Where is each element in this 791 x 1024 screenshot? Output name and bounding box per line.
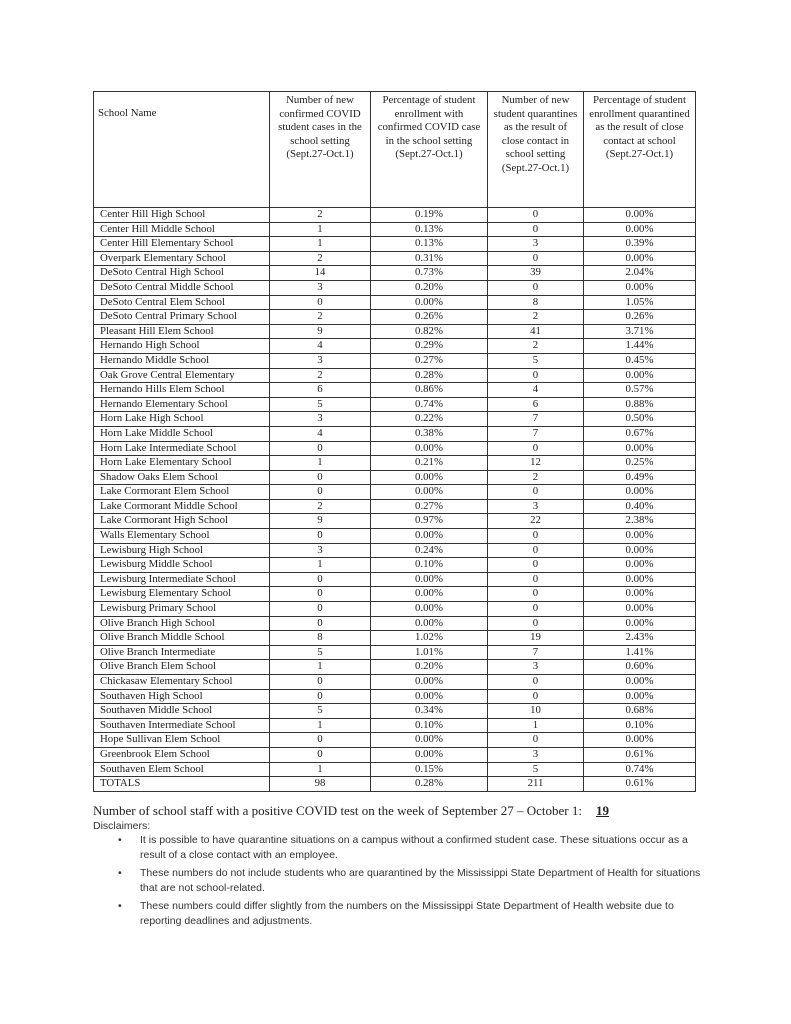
table-row (94, 747, 696, 762)
cell-school-name: Olive Branch Intermediate (94, 645, 270, 660)
cell-case-percentage: 0.15% (371, 762, 488, 777)
cell-new-quarantines: 0 (488, 558, 584, 573)
cell-school-name: Shadow Oaks Elem School (94, 470, 270, 485)
cell-new-quarantines: 8 (488, 295, 584, 310)
cell-quarantine-percentage: 1.44% (584, 339, 696, 354)
cell-new-quarantines: 39 (488, 266, 584, 281)
cell-quarantine-percentage: 0.68% (584, 704, 696, 719)
cell-quarantine-percentage: 0.10% (584, 718, 696, 733)
table-row (94, 280, 696, 295)
cell-quarantine-percentage: 0.61% (584, 777, 696, 792)
covid-cases-table (93, 91, 696, 792)
cell-case-percentage: 0.27% (371, 353, 488, 368)
cell-quarantine-percentage: 0.39% (584, 237, 696, 252)
cell-quarantine-percentage: 0.00% (584, 222, 696, 237)
cell-new-quarantines: 7 (488, 426, 584, 441)
cell-new-quarantines: 19 (488, 631, 584, 646)
cell-new-quarantines: 0 (488, 543, 584, 558)
disclaimer-item (118, 899, 708, 929)
cell-school-name: Lewisburg Intermediate School (94, 572, 270, 587)
cell-new-quarantines: 0 (488, 441, 584, 456)
cell-new-quarantines: 0 (488, 485, 584, 500)
cell-school-name: Chickasaw Elementary School (94, 675, 270, 690)
cell-case-percentage: 0.31% (371, 251, 488, 266)
table-row (94, 295, 696, 310)
cell-case-percentage: 0.20% (371, 660, 488, 675)
cell-case-percentage: 0.13% (371, 222, 488, 237)
cell-school-name: DeSoto Central Primary School (94, 310, 270, 325)
cell-new-quarantines: 1 (488, 718, 584, 733)
cell-case-percentage: 0.38% (371, 426, 488, 441)
cell-new-quarantines: 0 (488, 689, 584, 704)
disclaimers-list (118, 833, 708, 932)
cell-school-name: Hernando Hills Elem School (94, 383, 270, 398)
cell-school-name: Lake Cormorant High School (94, 514, 270, 529)
cell-new-quarantines: 7 (488, 645, 584, 660)
table-row (94, 733, 696, 748)
disclaimer-item (118, 866, 708, 896)
bullet-icon: • (118, 867, 122, 879)
cell-new-quarantines: 0 (488, 368, 584, 383)
disclaimer-item (118, 833, 708, 863)
cell-case-percentage: 0.27% (371, 499, 488, 514)
cell-quarantine-percentage: 2.43% (584, 631, 696, 646)
table-row (94, 339, 696, 354)
table-row (94, 485, 696, 500)
disclaimer-text: It is possible to have quarantine situations on a campus without a confirmed student case. These situations occur as a result of a close contact with an employee. (140, 834, 688, 861)
cell-case-percentage: 0.00% (371, 747, 488, 762)
cell-new-quarantines: 2 (488, 310, 584, 325)
cell-school-name: Southaven Intermediate School (94, 718, 270, 733)
staff-positive-count: 19 (595, 803, 609, 818)
cell-new-cases: 0 (270, 485, 371, 500)
staff-positive-label: Number of school staff with a positive COVID test on the week of September 27 – October 1: (93, 803, 582, 818)
cell-new-cases: 0 (270, 572, 371, 587)
cell-quarantine-percentage: 0.00% (584, 733, 696, 748)
cell-case-percentage: 0.24% (371, 543, 488, 558)
cell-case-percentage: 0.34% (371, 704, 488, 719)
cell-new-cases: 1 (270, 660, 371, 675)
cell-new-cases: 0 (270, 675, 371, 690)
cell-school-name: DeSoto Central Middle School (94, 280, 270, 295)
disclaimer-text: These numbers could differ slightly from the numbers on the Mississippi State Department of Health website due to reporting deadlines and adjustments. (140, 900, 674, 927)
cell-case-percentage: 1.02% (371, 631, 488, 646)
cell-new-cases: 2 (270, 310, 371, 325)
cell-case-percentage: 0.00% (371, 733, 488, 748)
cell-new-cases: 98 (270, 777, 371, 792)
table-row (94, 470, 696, 485)
table-row (94, 237, 696, 252)
cell-quarantine-percentage: 0.25% (584, 456, 696, 471)
cell-case-percentage: 0.00% (371, 587, 488, 602)
cell-school-name: Horn Lake Elementary School (94, 456, 270, 471)
cell-new-cases: 2 (270, 499, 371, 514)
cell-new-quarantines: 7 (488, 412, 584, 427)
cell-case-percentage: 0.10% (371, 558, 488, 573)
cell-case-percentage: 0.74% (371, 397, 488, 412)
cell-new-quarantines: 0 (488, 616, 584, 631)
cell-case-percentage: 0.86% (371, 383, 488, 398)
totals-row (94, 777, 696, 792)
cell-new-cases: 5 (270, 645, 371, 660)
cell-school-name: Olive Branch Middle School (94, 631, 270, 646)
cell-case-percentage: 0.73% (371, 266, 488, 281)
cell-quarantine-percentage: 0.00% (584, 368, 696, 383)
cell-new-quarantines: 12 (488, 456, 584, 471)
cell-quarantine-percentage: 0.00% (584, 529, 696, 544)
cell-new-cases: 1 (270, 762, 371, 777)
cell-new-quarantines: 3 (488, 499, 584, 514)
cell-new-quarantines: 3 (488, 237, 584, 252)
cell-school-name: DeSoto Central High School (94, 266, 270, 281)
cell-school-name: Lewisburg High School (94, 543, 270, 558)
table-row (94, 368, 696, 383)
table-row (94, 602, 696, 617)
cell-quarantine-percentage: 1.41% (584, 645, 696, 660)
cell-quarantine-percentage: 0.88% (584, 397, 696, 412)
cell-quarantine-percentage: 0.00% (584, 587, 696, 602)
cell-case-percentage: 0.00% (371, 675, 488, 690)
cell-case-percentage: 0.19% (371, 208, 488, 223)
cell-quarantine-percentage: 0.00% (584, 208, 696, 223)
cell-case-percentage: 0.29% (371, 339, 488, 354)
cell-quarantine-percentage: 0.00% (584, 441, 696, 456)
cell-new-cases: 5 (270, 397, 371, 412)
cell-case-percentage: 0.22% (371, 412, 488, 427)
table-row (94, 310, 696, 325)
cell-school-name: Olive Branch High School (94, 616, 270, 631)
cell-quarantine-percentage: 0.61% (584, 747, 696, 762)
cell-case-percentage: 0.20% (371, 280, 488, 295)
table-row (94, 529, 696, 544)
cell-new-cases: 0 (270, 529, 371, 544)
cell-school-name: Center Hill Middle School (94, 222, 270, 237)
cell-new-cases: 0 (270, 616, 371, 631)
cell-case-percentage: 0.00% (371, 616, 488, 631)
cell-school-name: Hope Sullivan Elem School (94, 733, 270, 748)
cell-quarantine-percentage: 0.00% (584, 280, 696, 295)
cell-quarantine-percentage: 2.04% (584, 266, 696, 281)
table-row (94, 645, 696, 660)
cell-school-name: Horn Lake Middle School (94, 426, 270, 441)
cell-new-cases: 2 (270, 368, 371, 383)
cell-new-cases: 5 (270, 704, 371, 719)
cell-new-cases: 1 (270, 718, 371, 733)
cell-case-percentage: 0.10% (371, 718, 488, 733)
disclaimer-text: These numbers do not include students who are quarantined by the Mississippi State Department of Health for situations that are not school-related. (140, 867, 701, 894)
cell-case-percentage: 0.97% (371, 514, 488, 529)
cell-quarantine-percentage: 0.00% (584, 616, 696, 631)
table-row (94, 324, 696, 339)
cell-new-cases: 9 (270, 514, 371, 529)
cell-school-name: TOTALS (94, 777, 270, 792)
cell-new-quarantines: 211 (488, 777, 584, 792)
table-row (94, 266, 696, 281)
cell-new-cases: 0 (270, 587, 371, 602)
cell-quarantine-percentage: 0.67% (584, 426, 696, 441)
cell-quarantine-percentage: 0.00% (584, 572, 696, 587)
table-body (94, 208, 696, 792)
table-row (94, 251, 696, 266)
table-row (94, 514, 696, 529)
cell-new-quarantines: 10 (488, 704, 584, 719)
cell-quarantine-percentage: 0.00% (584, 689, 696, 704)
cell-new-cases: 14 (270, 266, 371, 281)
cell-new-cases: 0 (270, 733, 371, 748)
cell-quarantine-percentage: 0.26% (584, 310, 696, 325)
cell-quarantine-percentage: 0.00% (584, 543, 696, 558)
table-row (94, 572, 696, 587)
cell-school-name: Olive Branch Elem School (94, 660, 270, 675)
cell-new-quarantines: 5 (488, 353, 584, 368)
cell-new-cases: 9 (270, 324, 371, 339)
table-row (94, 222, 696, 237)
cell-quarantine-percentage: 0.00% (584, 602, 696, 617)
cell-school-name: Southaven High School (94, 689, 270, 704)
cell-case-percentage: 0.00% (371, 485, 488, 500)
cell-new-cases: 0 (270, 441, 371, 456)
cell-school-name: Hernando High School (94, 339, 270, 354)
cell-new-quarantines: 2 (488, 470, 584, 485)
table-row (94, 383, 696, 398)
cell-case-percentage: 0.00% (371, 295, 488, 310)
cell-case-percentage: 0.00% (371, 572, 488, 587)
table-row (94, 499, 696, 514)
cell-quarantine-percentage: 0.60% (584, 660, 696, 675)
cell-new-quarantines: 4 (488, 383, 584, 398)
cell-new-cases: 1 (270, 558, 371, 573)
cell-case-percentage: 0.13% (371, 237, 488, 252)
table-row (94, 558, 696, 573)
cell-case-percentage: 0.00% (371, 441, 488, 456)
cell-quarantine-percentage: 0.57% (584, 383, 696, 398)
cell-case-percentage: 0.00% (371, 529, 488, 544)
cell-new-quarantines: 0 (488, 529, 584, 544)
table-row (94, 456, 696, 471)
cell-new-quarantines: 5 (488, 762, 584, 777)
cell-school-name: Horn Lake High School (94, 412, 270, 427)
cell-quarantine-percentage: 3.71% (584, 324, 696, 339)
table-row (94, 762, 696, 777)
table-row (94, 412, 696, 427)
cell-school-name: Lewisburg Primary School (94, 602, 270, 617)
cell-new-cases: 1 (270, 237, 371, 252)
cell-school-name: Oak Grove Central Elementary (94, 368, 270, 383)
cell-school-name: Overpark Elementary School (94, 251, 270, 266)
cell-quarantine-percentage: 0.00% (584, 558, 696, 573)
table-row (94, 616, 696, 631)
cell-quarantine-percentage: 0.00% (584, 485, 696, 500)
cell-new-cases: 8 (270, 631, 371, 646)
cell-case-percentage: 1.01% (371, 645, 488, 660)
cell-school-name: Hernando Middle School (94, 353, 270, 368)
table-row (94, 543, 696, 558)
cell-new-cases: 0 (270, 295, 371, 310)
cell-school-name: Walls Elementary School (94, 529, 270, 544)
cell-new-quarantines: 0 (488, 251, 584, 266)
cell-new-quarantines: 0 (488, 733, 584, 748)
cell-new-quarantines: 41 (488, 324, 584, 339)
cell-quarantine-percentage: 0.00% (584, 251, 696, 266)
cell-school-name: Horn Lake Intermediate School (94, 441, 270, 456)
table-row (94, 660, 696, 675)
cell-school-name: Center Hill High School (94, 208, 270, 223)
cell-new-cases: 3 (270, 353, 371, 368)
cell-quarantine-percentage: 0.49% (584, 470, 696, 485)
cell-case-percentage: 0.21% (371, 456, 488, 471)
table-row (94, 426, 696, 441)
cell-new-cases: 0 (270, 602, 371, 617)
table-row (94, 718, 696, 733)
cell-new-cases: 1 (270, 222, 371, 237)
cell-new-cases: 6 (270, 383, 371, 398)
cell-quarantine-percentage: 0.00% (584, 675, 696, 690)
table-row (94, 397, 696, 412)
cell-new-cases: 2 (270, 208, 371, 223)
table-row (94, 441, 696, 456)
cell-school-name: Southaven Middle School (94, 704, 270, 719)
cell-quarantine-percentage: 0.40% (584, 499, 696, 514)
cell-case-percentage: 0.26% (371, 310, 488, 325)
cell-new-quarantines: 0 (488, 675, 584, 690)
cell-new-quarantines: 3 (488, 747, 584, 762)
cell-case-percentage: 0.28% (371, 777, 488, 792)
cell-new-quarantines: 6 (488, 397, 584, 412)
cell-new-quarantines: 0 (488, 587, 584, 602)
table-row (94, 689, 696, 704)
cell-school-name: Lake Cormorant Middle School (94, 499, 270, 514)
cell-quarantine-percentage: 0.74% (584, 762, 696, 777)
cell-quarantine-percentage: 0.45% (584, 353, 696, 368)
cell-new-cases: 2 (270, 251, 371, 266)
cell-new-cases: 4 (270, 426, 371, 441)
cell-case-percentage: 0.00% (371, 470, 488, 485)
cell-quarantine-percentage: 0.50% (584, 412, 696, 427)
cell-school-name: Lewisburg Elementary School (94, 587, 270, 602)
bullet-icon: • (118, 834, 122, 846)
cell-school-name: Lake Cormorant Elem School (94, 485, 270, 500)
header-case-percentage: Percentage of student enrollment with confirmed COVID case in the school setting (Sept.27-Oct.1) (371, 92, 488, 208)
disclaimers-title: Disclaimers: (93, 820, 151, 832)
cell-new-quarantines: 0 (488, 572, 584, 587)
cell-new-quarantines: 22 (488, 514, 584, 529)
header-quarantine-percentage: Percentage of student enrollment quarantined as the result of close contact at school (Sept.27-Oct.1) (584, 92, 696, 208)
cell-school-name: DeSoto Central Elem School (94, 295, 270, 310)
table-row (94, 353, 696, 368)
table-row (94, 704, 696, 719)
cell-new-cases: 0 (270, 747, 371, 762)
header-new-cases: Number of new confirmed COVID student cases in the school setting (Sept.27-Oct.1) (270, 92, 371, 208)
cell-new-quarantines: 0 (488, 280, 584, 295)
cell-case-percentage: 0.82% (371, 324, 488, 339)
table-row (94, 631, 696, 646)
cell-school-name: Center Hill Elementary School (94, 237, 270, 252)
cell-new-cases: 3 (270, 280, 371, 295)
cell-new-cases: 3 (270, 412, 371, 427)
cell-new-quarantines: 0 (488, 208, 584, 223)
staff-positive-line (93, 803, 609, 819)
cell-quarantine-percentage: 2.38% (584, 514, 696, 529)
cell-new-cases: 0 (270, 689, 371, 704)
cell-new-quarantines: 0 (488, 222, 584, 237)
bullet-icon: • (118, 900, 122, 912)
table-row (94, 675, 696, 690)
table-header-row (94, 92, 696, 208)
cell-school-name: Southaven Elem School (94, 762, 270, 777)
cell-school-name: Hernando Elementary School (94, 397, 270, 412)
cell-school-name: Greenbrook Elem School (94, 747, 270, 762)
cell-school-name: Pleasant Hill Elem School (94, 324, 270, 339)
header-school-name: School Name (94, 92, 270, 208)
cell-case-percentage: 0.00% (371, 689, 488, 704)
cell-new-cases: 1 (270, 456, 371, 471)
cell-new-quarantines: 3 (488, 660, 584, 675)
cell-new-quarantines: 0 (488, 602, 584, 617)
cell-new-cases: 0 (270, 470, 371, 485)
cell-new-cases: 3 (270, 543, 371, 558)
table-row (94, 208, 696, 223)
cell-case-percentage: 0.28% (371, 368, 488, 383)
header-new-quarantines: Number of new student quarantines as the result of close contact in school setting (Sept.27-Oct.1) (488, 92, 584, 208)
cell-quarantine-percentage: 1.05% (584, 295, 696, 310)
cell-school-name: Lewisburg Middle School (94, 558, 270, 573)
table-row (94, 587, 696, 602)
cell-new-cases: 4 (270, 339, 371, 354)
cell-new-quarantines: 2 (488, 339, 584, 354)
cell-case-percentage: 0.00% (371, 602, 488, 617)
